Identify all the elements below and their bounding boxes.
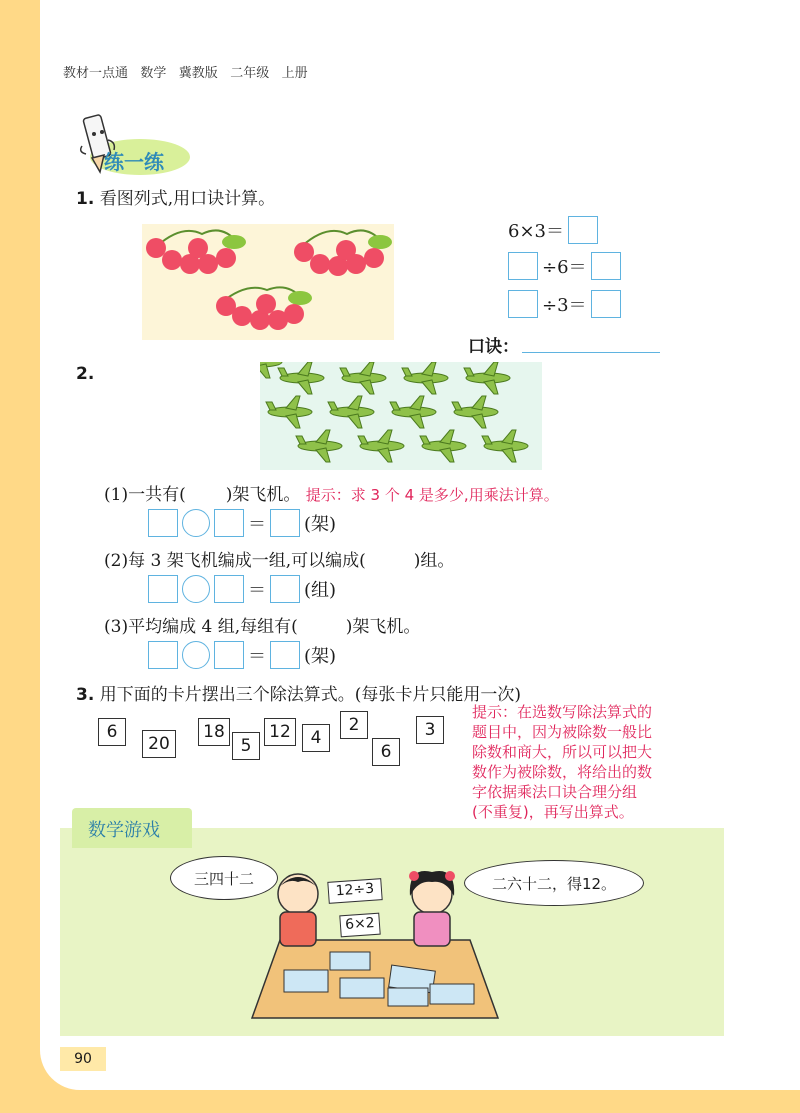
q1-text: 看图列式,用口诀计算。 [99,189,276,209]
q1-eq2-dividend-box[interactable] [508,252,538,280]
q1-equation-2 [508,252,621,280]
q2-p1-pre: (1)一共有( [104,485,186,505]
q2-eq2-operator[interactable] [182,575,210,603]
q2-eq1-answer-box[interactable] [270,509,300,537]
q2-eq2-equals: ＝ [248,580,266,601]
q1-eq3-dividend-box[interactable] [508,290,538,318]
q2-eq3-unit: (架) [304,646,337,667]
q1-eq3-answer-box[interactable] [591,290,621,318]
q1-eq1-answer-box[interactable] [568,216,598,244]
q3-hint-line: 字依据乘法口诀合理分组 [472,783,638,801]
q3-hint-line: 除数和商大，所以可以把大 [472,743,653,761]
q1-eq2-text: ÷6＝ [542,257,587,278]
practice-title: 练一练 [104,150,164,174]
q2-eq1-equals: ＝ [248,514,266,535]
q1-koujue-label: 口诀： [468,337,519,357]
q2-p3-pre: (3)平均编成 4 组,每组有( [104,617,298,637]
q2-eq2-answer-box[interactable] [270,575,300,603]
q2-p1-post: )架飞机。 [225,485,301,505]
q2-part3 [104,612,420,637]
q1-equation-1 [508,216,598,244]
q2-eq3-answer-box[interactable] [270,641,300,669]
q2-p2-pre: (2)每 3 架飞机编成一组,可以编成( [104,551,366,571]
q2-eq2-box-a[interactable] [148,575,178,603]
q2-eq3-box-a[interactable] [148,641,178,669]
number-card[interactable]: 6 [372,738,400,766]
game-card-division: 12÷3 [327,878,382,904]
running-header: 教材一点通 数学 冀教版 二年级 上册 [63,66,308,81]
q2-part2 [104,546,454,571]
q2-eq1-operator[interactable] [182,509,210,537]
q3-number: 3. [76,685,95,705]
q3-hint-line: (不重复)，再写出算式。 [472,803,634,821]
q1-eq1-text: 6×3＝ [508,221,564,242]
math-game-title: 数学游戏 [88,820,160,841]
q2-eq1-box-a[interactable] [148,509,178,537]
q2-eq2-unit: (组) [304,580,337,601]
q3-hint-line: 数作为被除数，将给出的数 [472,763,653,781]
q2-part1 [104,480,559,505]
q2-equation-3 [148,641,336,669]
airplanes-picture [260,362,542,470]
q2-eq3-box-b[interactable] [214,641,244,669]
q2-p3-post: )架飞机。 [345,617,421,637]
q3-hint-line: 题目中，因为被除数一般比 [472,723,653,741]
number-card[interactable]: 12 [264,718,296,746]
game-card-multiplication: 6×2 [339,913,380,938]
q1-koujue-line[interactable] [522,352,660,353]
q3-hint [472,702,720,822]
speech-bubble-left: 三四十二 [170,856,278,900]
number-card[interactable]: 4 [302,724,330,752]
q2-eq2-box-b[interactable] [214,575,244,603]
q1-number: 1. [76,189,95,209]
girl-icon [409,871,455,946]
number-card[interactable]: 5 [232,732,260,760]
number-card[interactable]: 6 [98,718,126,746]
q1-prompt [76,184,275,209]
q3-hint-line: 提示：在选数写除法算式的 [472,703,653,721]
q2-equation-1 [148,509,336,537]
number-card[interactable]: 18 [198,718,230,746]
q1-eq2-answer-box[interactable] [591,252,621,280]
boy-icon [278,874,318,946]
number-card[interactable]: 2 [340,711,368,739]
q1-eq3-text: ÷3＝ [542,295,587,316]
q2-eq3-operator[interactable] [182,641,210,669]
number-card[interactable]: 20 [142,730,176,758]
q1-equation-3 [508,290,621,318]
q2-p2-post: )组。 [413,551,455,571]
cherries-picture [142,224,394,340]
q2-eq1-unit: (架) [304,514,337,535]
q3-prompt [76,680,521,705]
q2-p1-hint: 提示：求 3 个 4 是多少,用乘法计算。 [305,486,559,504]
speech-bubble-right: 二六十二，得12。 [464,860,644,906]
q2-equation-2 [148,575,336,603]
page-number: 90 [60,1047,106,1071]
q2-eq1-box-b[interactable] [214,509,244,537]
q2-eq3-equals: ＝ [248,646,266,667]
q2-number: 2. [76,364,95,384]
q3-text: 用下面的卡片摆出三个除法算式。(每张卡片只能用一次) [99,685,521,705]
number-card[interactable]: 3 [416,716,444,744]
